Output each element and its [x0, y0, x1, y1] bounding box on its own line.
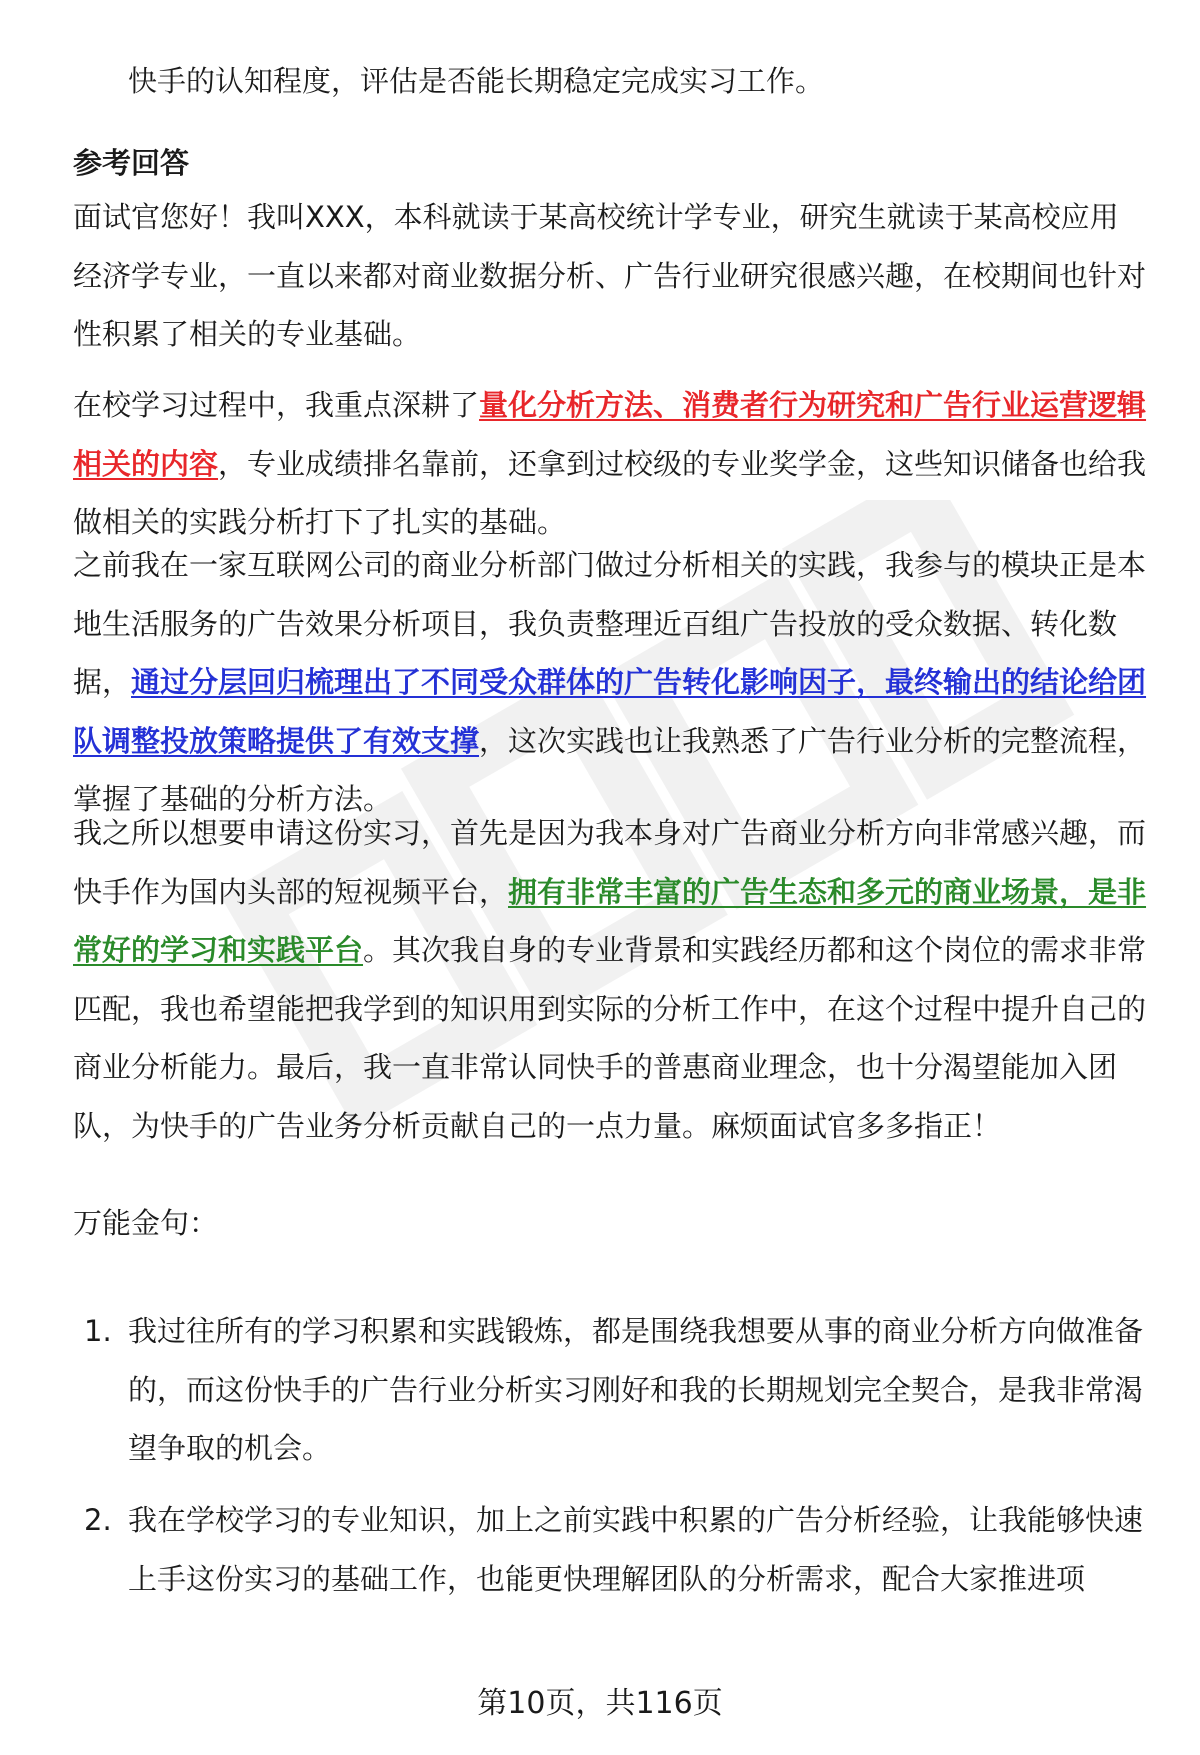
paragraph-study-before: 在校学习过程中，我重点深耕了 — [73, 388, 480, 422]
list-text: 我过往所有的学习积累和实践锻炼，都是围绕我想要从事的商业分析方向做准备的，而这份快手的广告行业分析实习刚好和我的长期规划完全契合，是我非常渴望争取的机会。 — [128, 1314, 1144, 1465]
list-text: 我在学校学习的专业知识，加上之前实践中积累的广告分析经验，让我能够快速上手这份实习的基础工作，也能更快理解团队的分析需求，配合大家推进项 — [128, 1503, 1144, 1596]
list-item — [84, 1491, 1147, 1608]
golden-sentences-label: 万能金句： — [73, 1206, 219, 1240]
paragraph-study-after: ，专业成绩排名靠前，还拿到过校级的专业奖学金，这些知识储备也给我做相关的实践分析打下了扎实的基础。 — [73, 446, 1147, 539]
page-footer: 第10页，共116页 — [477, 1686, 723, 1721]
list-item — [84, 1302, 1147, 1478]
highlight-red: 量化分析方法、消费者行为研究和广告行业运营逻辑相关的内容 — [73, 388, 1147, 481]
list-number: 2. — [84, 1503, 112, 1537]
highlight-green: 拥有非常丰富的广告生态和多元的商业场景，是非常好的学习和实践平台 — [73, 874, 1147, 967]
paragraph-intro: 面试官您好！我叫XXX，本科就读于某高校统计学专业，研究生就读于某高校应用经济学专业，一直以来都对商业数据分析、广告行业研究很感兴趣，在校期间也针对性积累了相关的专业基础。 — [73, 200, 1147, 351]
paragraph-motivation-after: 。其次我自身的专业背景和实践经历都和这个岗位的需求非常匹配，我也希望能把我学到的知识用到实际的分析工作中，在这个过程中提升自己的商业分析能力。最后，我一直非常认同快手的普惠商业理念，也十分渴望能加入团队，为快手的广告业务分析贡献自己的一点力量。麻烦面试官多多指正！ — [73, 933, 1147, 1143]
section-heading: 参考回答 — [73, 146, 190, 180]
highlight-blue: 通过分层回归梳理出了不同受众群体的广告转化影响因子，最终输出的结论给团队调整投放策略提供了有效支撑 — [73, 665, 1147, 758]
paragraph-practice-after: ，这次实践也让我熟悉了广告行业分析的完整流程，掌握了基础的分析方法。 — [73, 723, 1147, 816]
paragraph-motivation-before: 我之所以想要申请这份实习，首先是因为我本身对广告商业分析方向非常感兴趣，而快手作为国内头部的短视频平台， — [73, 816, 1147, 909]
paragraph-study — [73, 376, 1147, 552]
intro-line: 快手的认知程度，评估是否能长期稳定完成实习工作。 — [128, 64, 825, 98]
paragraph-motivation — [73, 804, 1147, 1155]
list-number: 1. — [84, 1314, 112, 1348]
paragraph-practice — [73, 536, 1147, 829]
paragraph-practice-before: 之前我在一家互联网公司的商业分析部门做过分析相关的实践，我参与的模块正是本地生活服务的广告效果分析项目，我负责整理近百组广告投放的受众数据、转化数据， — [73, 548, 1147, 699]
